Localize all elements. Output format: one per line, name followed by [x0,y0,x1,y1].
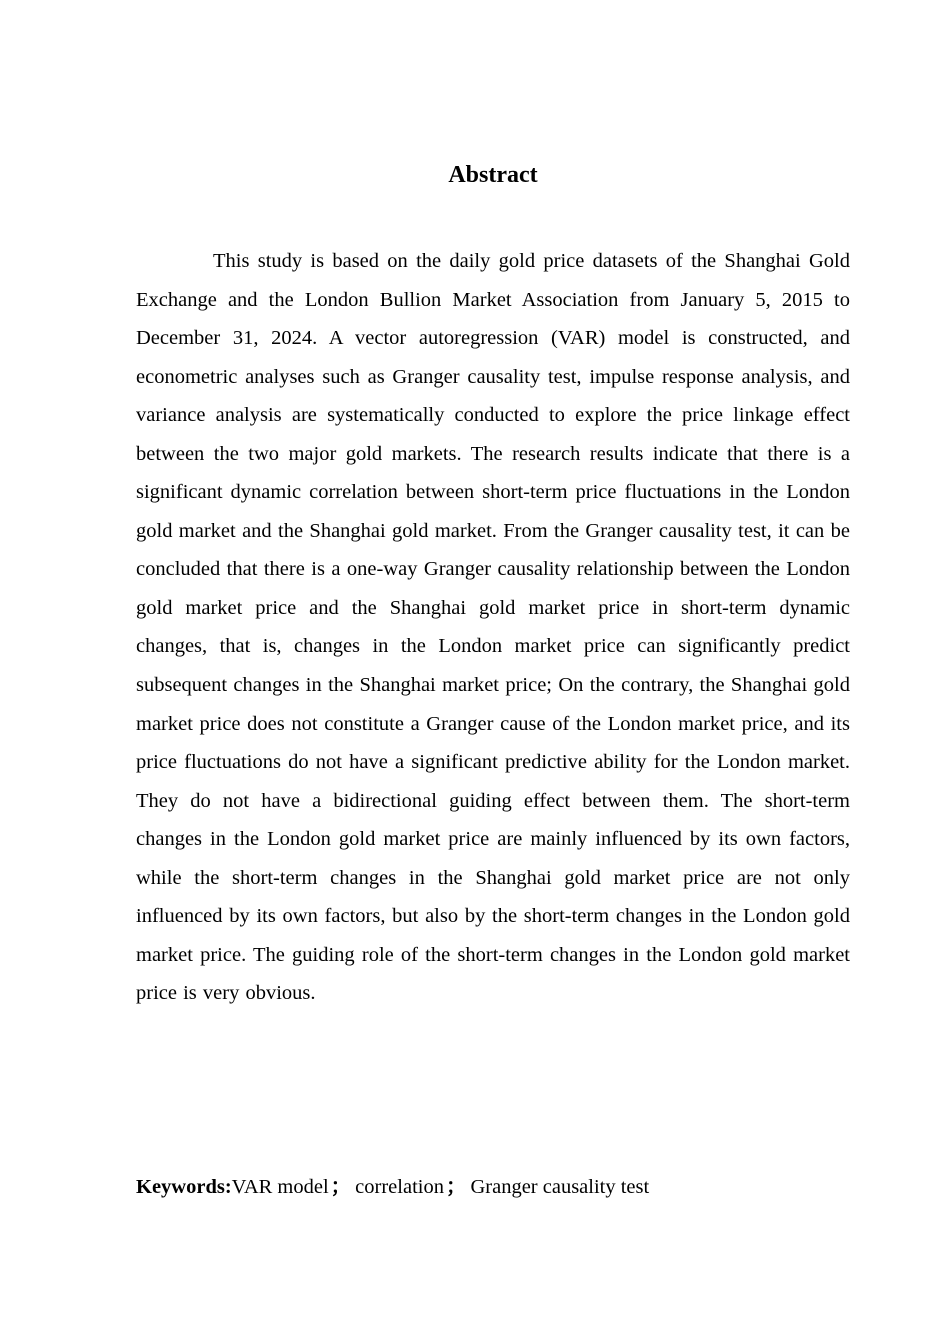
keyword-item: Granger causality test [470,1176,650,1198]
keywords-label: Keywords: [136,1176,232,1198]
abstract-body-text: This study is based on the daily gold price datasets of the Shanghai Gold Exchange and the London Bullion Market Association from January 5, 2015 to December 31, 2024. A vector autoregression (VAR) model is constructed, and econometric analyses such as Granger causality test, impulse response analysis, and variance analysis are systematically conducted to explore the price linkage effect between the two major gold markets. The research results indicate that there is a significant dynamic correlation between short-term price fluctuations in the London gold market and the Shanghai gold market. From the Granger causality test, it can be concluded that there is a one-way Granger causality relationship between the London gold market price and the Shanghai gold market price in short-term dynamic changes, that is, changes in the London market price can significantly predict subsequent changes in the Shanghai market price; On the contrary, the Shanghai gold market price does not constitute a Granger cause of the London market price, and its price fluctuations do not have a significant predictive ability for the London market. They do not have a bidirectional guiding effect between them. The short-term changes in the London gold market price are mainly influenced by its own factors, while the short-term changes in the Shanghai gold market price are not only influenced by its own factors, but also by the short-term changes in the London gold market price. The guiding role of the short-term changes in the London gold market price is very obvious. [136,250,850,1005]
keywords-line [136,1172,850,1202]
keyword-separator: ； [330,1176,352,1198]
keyword-item: correlation [355,1176,444,1198]
keyword-item: VAR model [231,1176,329,1198]
keyword-separator: ； [445,1176,467,1198]
abstract-title: Abstract [448,162,538,188]
